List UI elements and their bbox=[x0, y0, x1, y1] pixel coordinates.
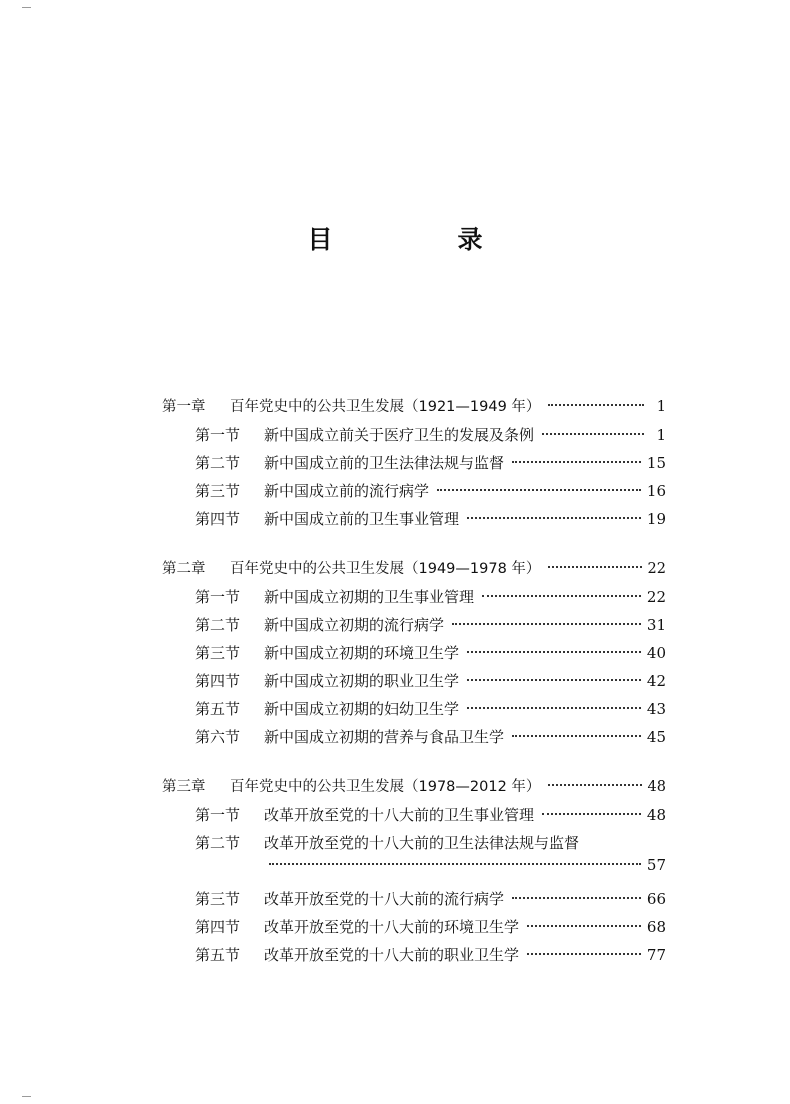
section-entry[interactable] bbox=[162, 424, 666, 452]
page-number: 42 bbox=[646, 672, 666, 690]
dot-leader bbox=[548, 784, 641, 786]
section-number: 第三节 bbox=[195, 644, 241, 662]
page-number: 16 bbox=[646, 482, 666, 500]
section-number: 第四节 bbox=[195, 918, 241, 936]
page-number: 22 bbox=[646, 588, 666, 606]
dot-leader bbox=[467, 679, 641, 681]
dot-leader bbox=[527, 925, 641, 927]
section-title: 新中国成立前的卫生法律法规与监督 bbox=[264, 454, 505, 472]
section-number: 第二节 bbox=[195, 834, 241, 852]
crop-mark-top bbox=[22, 7, 31, 8]
section-entry[interactable] bbox=[162, 804, 666, 832]
section-heading bbox=[195, 670, 459, 692]
section-number: 第三节 bbox=[195, 890, 241, 908]
page-number: 45 bbox=[646, 728, 666, 746]
section-entry[interactable] bbox=[162, 586, 666, 614]
dot-leader bbox=[512, 735, 641, 737]
section-title: 新中国成立前关于医疗卫生的发展及条例 bbox=[264, 426, 535, 444]
section-heading bbox=[195, 508, 459, 530]
section-title: 新中国成立初期的营养与食品卫生学 bbox=[264, 728, 505, 746]
section-entry[interactable] bbox=[162, 944, 666, 972]
chapter-number: 第三章 bbox=[162, 779, 206, 795]
section-continuation-line bbox=[195, 854, 666, 876]
section-heading bbox=[195, 726, 504, 748]
dot-leader bbox=[482, 595, 641, 597]
section-heading bbox=[195, 586, 474, 608]
section-number: 第五节 bbox=[195, 946, 241, 964]
chapter-block bbox=[162, 396, 666, 536]
section-heading bbox=[195, 916, 519, 938]
dot-leader bbox=[548, 566, 641, 568]
page-number: 43 bbox=[646, 700, 666, 718]
page-title: 目 录 bbox=[307, 225, 533, 254]
dot-leader bbox=[512, 461, 641, 463]
section-number: 第四节 bbox=[195, 672, 241, 690]
chapter-title: 百年党史中的公共卫生发展（1921—1949 年） bbox=[230, 399, 541, 415]
section-number: 第一节 bbox=[195, 426, 241, 444]
page-number: 15 bbox=[646, 454, 666, 472]
chapter-block bbox=[162, 558, 666, 754]
section-number: 第五节 bbox=[195, 700, 241, 718]
section-entry[interactable] bbox=[162, 614, 666, 642]
page-number: 31 bbox=[646, 616, 666, 634]
dot-leader bbox=[542, 433, 644, 435]
dot-leader bbox=[437, 489, 641, 491]
dot-leader bbox=[542, 813, 641, 815]
page-number: 48 bbox=[647, 779, 666, 795]
section-title: 新中国成立初期的环境卫生学 bbox=[264, 644, 460, 662]
page-number: 66 bbox=[646, 890, 666, 908]
chapter-title: 百年党史中的公共卫生发展（1978—2012 年） bbox=[230, 779, 541, 795]
dot-leader bbox=[512, 897, 641, 899]
page-number: 1 bbox=[656, 426, 666, 444]
section-heading bbox=[195, 452, 504, 474]
section-heading bbox=[195, 698, 459, 720]
section-number: 第六节 bbox=[195, 728, 241, 746]
section-title: 新中国成立初期的职业卫生学 bbox=[264, 672, 460, 690]
section-heading bbox=[195, 832, 666, 854]
section-number: 第二节 bbox=[195, 616, 241, 634]
section-title: 新中国成立前的流行病学 bbox=[264, 482, 430, 500]
section-number: 第一节 bbox=[195, 806, 241, 824]
section-entry[interactable] bbox=[162, 916, 666, 944]
section-number: 第二节 bbox=[195, 454, 241, 472]
section-number: 第一节 bbox=[195, 588, 241, 606]
section-title: 改革开放至党的十八大前的流行病学 bbox=[264, 890, 505, 908]
page-number: 57 bbox=[646, 856, 666, 874]
section-number: 第四节 bbox=[195, 510, 241, 528]
section-heading bbox=[195, 944, 519, 966]
section-entry[interactable] bbox=[162, 452, 666, 480]
page-number: 48 bbox=[646, 806, 666, 824]
dot-leader bbox=[269, 863, 641, 865]
dot-leader bbox=[548, 404, 644, 406]
section-entry[interactable] bbox=[162, 642, 666, 670]
section-number: 第三节 bbox=[195, 482, 241, 500]
section-title: 新中国成立初期的卫生事业管理 bbox=[264, 588, 475, 606]
dot-leader bbox=[527, 953, 641, 955]
section-heading bbox=[195, 614, 444, 636]
section-entry[interactable] bbox=[162, 698, 666, 726]
dot-leader bbox=[467, 651, 641, 653]
chapter-entry[interactable] bbox=[162, 396, 666, 424]
dot-leader bbox=[452, 623, 641, 625]
section-title: 改革开放至党的十八大前的卫生法律法规与监督 bbox=[264, 834, 580, 852]
section-title: 改革开放至党的十八大前的卫生事业管理 bbox=[264, 806, 535, 824]
table-of-contents bbox=[162, 396, 666, 994]
section-heading bbox=[195, 424, 534, 446]
chapter-heading bbox=[162, 558, 540, 580]
section-title: 新中国成立初期的妇幼卫生学 bbox=[264, 700, 460, 718]
section-title: 新中国成立初期的流行病学 bbox=[264, 616, 445, 634]
page-number: 1 bbox=[656, 399, 666, 415]
crop-mark-bottom bbox=[22, 1096, 31, 1097]
section-title: 新中国成立前的卫生事业管理 bbox=[264, 510, 460, 528]
section-entry[interactable] bbox=[162, 726, 666, 754]
section-entry[interactable] bbox=[162, 888, 666, 916]
page-number: 19 bbox=[646, 510, 666, 528]
chapter-title: 百年党史中的公共卫生发展（1949—1978 年） bbox=[230, 561, 541, 577]
chapter-heading bbox=[162, 396, 540, 418]
section-heading bbox=[195, 642, 459, 664]
page-number: 68 bbox=[646, 918, 666, 936]
section-entry[interactable] bbox=[162, 508, 666, 536]
page-number: 40 bbox=[646, 644, 666, 662]
section-title: 改革开放至党的十八大前的环境卫生学 bbox=[264, 918, 520, 936]
section-heading bbox=[195, 480, 429, 502]
section-heading bbox=[195, 888, 504, 910]
chapter-entry[interactable] bbox=[162, 558, 666, 586]
section-entry[interactable] bbox=[162, 480, 666, 508]
page-number: 22 bbox=[647, 561, 666, 577]
page-number: 77 bbox=[646, 946, 666, 964]
dot-leader bbox=[467, 707, 641, 709]
dot-leader bbox=[467, 517, 641, 519]
section-heading bbox=[195, 804, 534, 826]
chapter-number: 第一章 bbox=[162, 399, 206, 415]
section-entry[interactable] bbox=[162, 670, 666, 698]
chapter-entry[interactable] bbox=[162, 776, 666, 804]
chapter-block bbox=[162, 776, 666, 972]
section-title: 改革开放至党的十八大前的职业卫生学 bbox=[264, 946, 520, 964]
chapter-heading bbox=[162, 776, 540, 798]
chapter-number: 第二章 bbox=[162, 561, 206, 577]
section-entry[interactable] bbox=[162, 832, 666, 888]
